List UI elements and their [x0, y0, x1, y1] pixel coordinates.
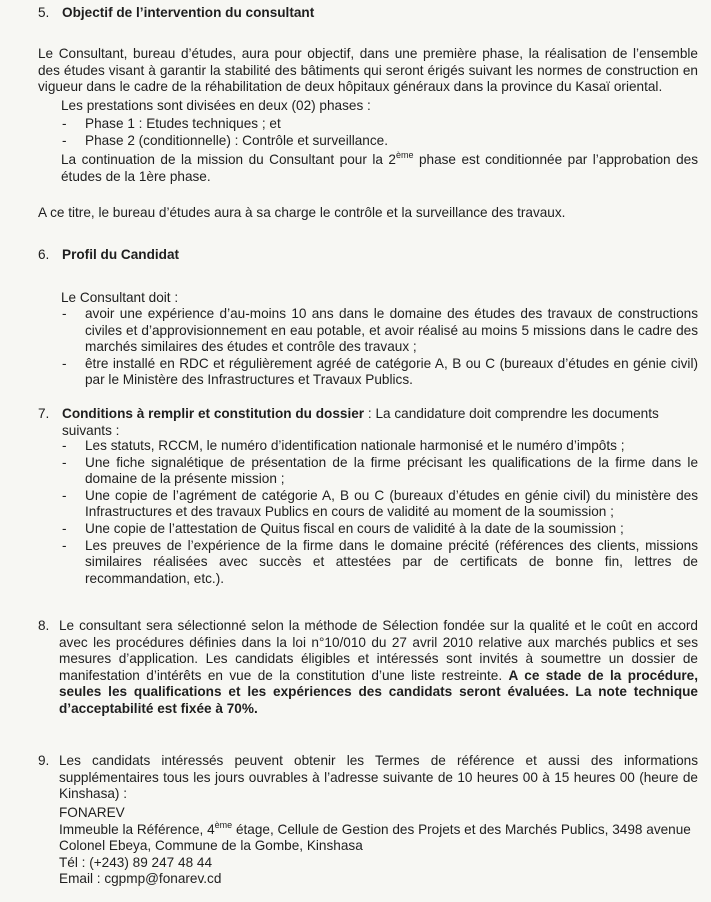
list-item: - Phase 1 : Etudes techniques ; et	[60, 116, 698, 133]
section-5-paragraph-4: A ce titre, le bureau d’études aura à sa charge le contrôle et la surveillance des travaux.	[38, 205, 566, 220]
list-item: - Une fiche signalétique de présentation de la firme précisant les qualifications de la firme dans le domaine de la présente mission ;	[60, 455, 698, 488]
section-8-number: 8.	[38, 618, 50, 633]
list-item: - Une copie de l’attestation de Quitus fiscal en cours de validité à la date de la soumission ;	[60, 521, 698, 538]
list-item: - Phase 2 (conditionnelle) : Contrôle et surveillance.	[60, 133, 698, 150]
list-item: - Les statuts, RCCM, le numéro d’identification nationale harmonisé et le numéro d’impôts ;	[60, 438, 698, 455]
section-7-heading: Conditions à remplir et constitution du dossier : La candidature doit comprendre les documents suivants :	[62, 406, 659, 438]
section-8-paragraph: Le consultant sera sélectionné selon la méthode de Sélection fondée sur la qualité et le coût en accord avec les procédures définies dans la loi n°10/010 du 27 avril 2010 relative aux marchés publics et ses mesures d’application. Les candidats éligibles et intéressés sont invités à soumettre un dossier de manifestation d’intérêts en vue de la constitution d’une liste restreinte. A ce stade de la procédure, seules les qualifications et les expériences des candidats seront évaluées. La note technique d’acceptabilité est fixée à 70%.	[59, 618, 698, 716]
list-item: - être installé en RDC et régulièrement agréé de catégorie A, B ou C (bureaux d’études en génie civil) par le Ministère des Infrastructures et Travaux Publics.	[60, 356, 698, 389]
postal-address: Immeuble la Référence, 4ème étage, Cellule de Gestion des Projets et des Marchés Publics, 3498 avenue Colonel Ebeya, Commune de la Gombe, Kinshasa	[59, 819, 691, 854]
candidate-profile-list	[60, 306, 698, 389]
section-5-title: Objectif de l’intervention du consultant	[62, 5, 315, 20]
contact-address-block	[59, 805, 699, 888]
email-link[interactable]: cgpmp@fonarev.cd	[104, 871, 222, 887]
section-6-title: Profil du Candidat	[62, 247, 180, 262]
email-line: Email : cgpmp@fonarev.cd	[59, 871, 222, 887]
list-item: - Une copie de l’agrément de catégorie A, B ou C (bureaux d’études en génie civil) du ministère des Infrastructures et des travaux Publics en cours de validité au moment de la soumission ;	[60, 488, 698, 521]
organisation-name: FONAREV	[59, 805, 125, 820]
dossier-documents-list	[60, 438, 698, 587]
phases-list	[60, 116, 698, 149]
telephone: Tél : (+243) 89 247 48 44	[59, 854, 213, 870]
section-5-paragraph-3: La continuation de la mission du Consultant pour la 2ème phase est conditionnée par l’approbation des études de la 1ère phase.	[61, 150, 698, 184]
section-5-paragraph-2: Les prestations sont divisées en deux (02) phases :	[61, 98, 371, 113]
section-5-number: 5.	[38, 5, 50, 20]
section-9-paragraph: Les candidats intéressés peuvent obtenir les Termes de référence et aussi des informations supplémentaires tous les jours ouvrables à l’adresse suivante de 10 heures 00 à 15 heures 00 (heure de Kinshasa) :	[59, 753, 698, 802]
section-9-number: 9.	[38, 753, 50, 768]
section-8-bold-statement: A ce stade de la procédure, seules les qualifications et les expériences des candidats seront évaluées. La note technique d’acceptabilité est fixée à 70%.	[59, 667, 698, 716]
list-item: - Les preuves de l’expérience de la firme dans le domaine précité (références des clients, missions similaires réalisées avec succès et attestées par de certificats de bonne fin, lettres de recommandation, etc.).	[60, 538, 698, 588]
section-7-title: Conditions à remplir et constitution du dossier	[62, 406, 365, 421]
section-7-number: 7.	[38, 406, 50, 421]
section-6-number: 6.	[38, 247, 50, 262]
list-item: - avoir une expérience d’au-moins 10 ans dans le domaine des études des travaux de constructions civiles et d’approvisionnement en eau potable, et avoir réalisé au moins 5 missions dans le cadre des marchés similaires des études et contrôle des travaux ;	[60, 306, 698, 356]
section-6-intro: Le Consultant doit :	[61, 290, 179, 305]
section-5-paragraph-1: Le Consultant, bureau d’études, aura pour objectif, dans une première phase, la réalisation de l’ensemble des études visant à garantir la stabilité des bâtiments qui seront érigés suivant les normes de construction en vigueur dans le cadre de la réhabilitation de deux hôpitaux généraux dans la province du Kasaï oriental.	[38, 46, 698, 95]
